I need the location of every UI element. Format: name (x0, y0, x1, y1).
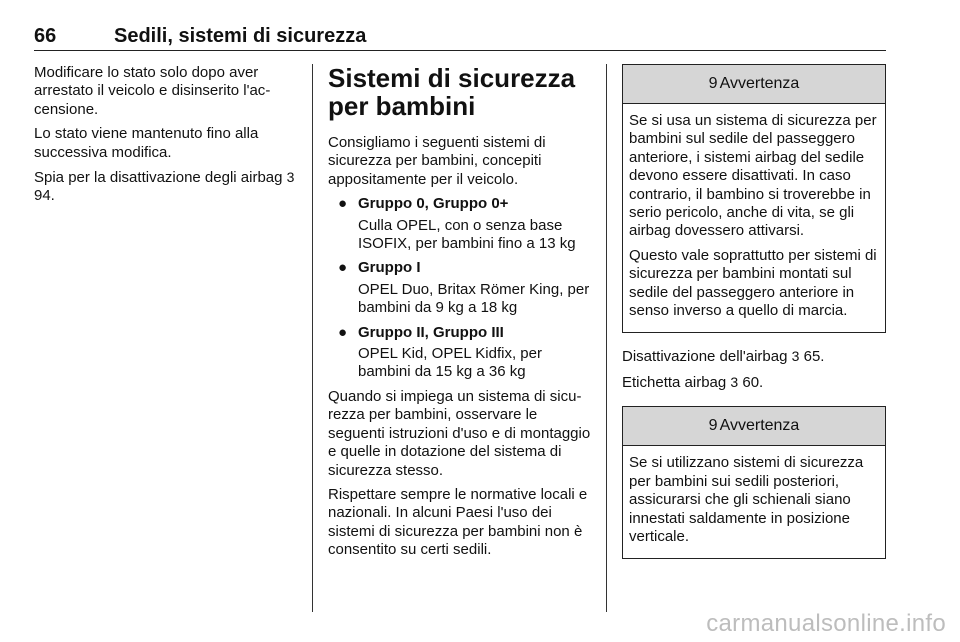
airbag-label-ref (622, 373, 886, 392)
column-left (34, 64, 296, 212)
paragraph-modify-state: Modificare lo stato solo dopo aver arrestato il veicolo e disinserito l'accensione. (34, 64, 271, 118)
ref-text: Spia per la disattivazione degli airbag (34, 169, 283, 187)
airbag-deactivation-ref (622, 347, 886, 366)
bullet-icon: ● (338, 323, 348, 341)
column-right (622, 64, 886, 573)
child-seat-list (328, 195, 592, 382)
ref-page[interactable]: 60. (742, 373, 764, 391)
warning-body (623, 104, 885, 332)
warning-paragraph: Se si utilizzano sistemi di sicurezza per bambini sui sedili posteriori, assicurarsi che gli schienali siano innestati saldamente in posizione verticale. (629, 454, 864, 545)
warning-paragraph: Se si usa un sistema di sicurezza per bambini sul sedile del passeggero anteriore, i sistemi airbag del sedile devono essere disattivati. In caso contrario, il bambino si troverebbe in serio pericolo, anche di vita, se gli airbag dovessero attivarsi. (629, 112, 877, 240)
column-divider-right (606, 64, 607, 612)
warning-paragraph: Questo vale soprattutto per sistemi di sicurezza per bambini montati sul sedile del passeggero anteriore in senso inverso a quello di marcia. (629, 246, 877, 320)
page-title: Sedili, sistemi di sicurezza (114, 25, 367, 47)
page-number: 66 (34, 25, 57, 47)
page-ref-icon: 3 (791, 348, 800, 365)
list-item (328, 195, 592, 253)
paragraph-usage-instructions: Quando si impiega un sistema di sicurezza per bambini, osservare le seguenti istruzioni d'uso e di montaggio e quelle in dotazione del sistema di sicurezza stesso. (328, 387, 591, 479)
item-title: Gruppo 0, Gruppo 0+ (358, 195, 509, 213)
section-heading: Sistemi di sicurezza per bambini (328, 63, 576, 121)
ref-text: Etichetta airbag (622, 373, 727, 391)
item-desc: OPEL Kid, OPEL Kidfix, per bambini da 15 kg a 36 kg (358, 345, 542, 381)
item-desc: OPEL Duo, Britax Römer King, per bambini da 9 kg a 18 kg (358, 280, 590, 317)
warning-box (622, 406, 886, 559)
ref-text: Disattivazione dell'airbag (622, 348, 788, 366)
ref-page[interactable]: 94. (34, 187, 55, 205)
bullet-icon: ● (338, 195, 348, 213)
warning-header (623, 65, 885, 104)
warning-icon: 9 (708, 417, 718, 435)
list-item (328, 259, 592, 317)
airbag-deactivation-light-ref (34, 168, 296, 206)
paragraph-state-kept: Lo stato viene mantenuto fino alla successiva modifica. (34, 125, 259, 161)
page-ref-icon: 3 (730, 373, 739, 390)
item-desc: Culla OPEL, con o senza base ISOFIX, per bambini fino a 13 kg (358, 216, 576, 253)
bullet-icon: ● (338, 259, 348, 277)
page-header (34, 22, 886, 51)
ref-page[interactable]: 65. (803, 348, 825, 366)
list-item (328, 324, 592, 382)
warning-title: Avvertenza (719, 75, 800, 92)
warning-icon: 9 (708, 75, 718, 92)
item-title: Gruppo II, Gruppo III (358, 323, 504, 341)
page-ref-icon: 3 (286, 169, 295, 186)
paragraph-regulations: Rispettare sempre le normative locali e nazionali. In alcuni Paesi l'uso dei sistemi di sicurezza per bambini non è consentito su certi sedili. (328, 485, 588, 559)
watermark: carmanualsonline.info (706, 610, 946, 637)
warning-box (622, 64, 886, 333)
warning-header (623, 407, 885, 446)
column-divider-left (312, 64, 313, 612)
intro-paragraph: Consigliamo i seguenti sistemi di sicurezza per bambini, concepiti appositamente per il veicolo. (328, 134, 546, 188)
warning-title: Avvertenza (719, 417, 800, 435)
column-middle (328, 64, 592, 566)
warning-body (623, 446, 885, 558)
item-title: Gruppo I (358, 259, 421, 277)
